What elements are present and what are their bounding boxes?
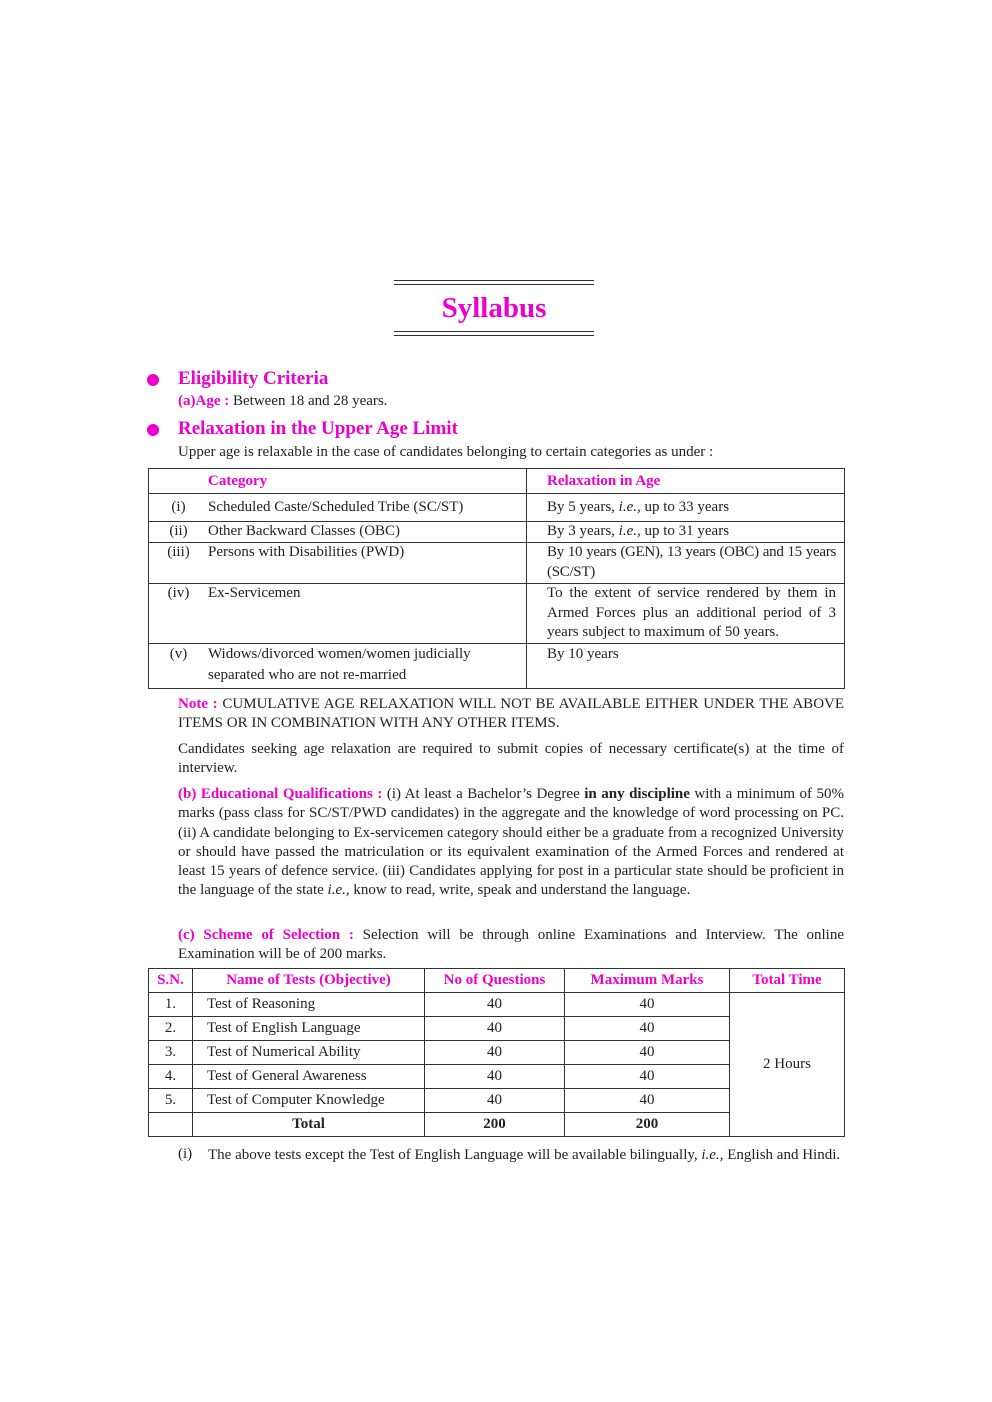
header-time: Total Time bbox=[730, 969, 845, 993]
title-rule-bottom bbox=[394, 331, 594, 336]
tests-table bbox=[148, 968, 845, 1137]
certificate-paragraph: Candidates seeking age relaxation are required to submit copies of necessary certificate(s) at the time of interview. bbox=[178, 741, 844, 777]
relaxation-heading: Relaxation in the Upper Age Limit bbox=[178, 418, 458, 439]
row-number: (i) bbox=[149, 494, 209, 522]
row-number: (ii) bbox=[149, 522, 209, 543]
row-category: Ex-Servicemen bbox=[208, 584, 527, 644]
total-marks: 200 bbox=[565, 1113, 730, 1137]
total-label: Total bbox=[193, 1113, 425, 1137]
eligibility-heading: Eligibility Criteria bbox=[178, 368, 329, 389]
row-marks: 40 bbox=[565, 1065, 730, 1089]
education-paragraph: (b) Educational Qualifications : (i) At least a Bachelor’s Degree in any discipline with a minimum of 50% marks (pass class for SC/ST/PWD candidates) in the aggregate and the knowledge of word processing on PC. (ii) A candidate belonging to Ex-servicemen category should either be a graduate from a recognized University or should have passed the matriculation or its equivalent examination of the Armed Forces and rendered at least 15 years of defence service. (iii) Candidates applying for post in a particular state should be proficient in the language of the state i.e., know to read, write, speak and understand the language. bbox=[178, 786, 845, 899]
table-row bbox=[149, 543, 845, 584]
row-questions: 40 bbox=[425, 1065, 565, 1089]
note-label: Note : bbox=[178, 696, 218, 712]
bullet-icon bbox=[147, 374, 159, 386]
row-sn: 1. bbox=[149, 993, 193, 1017]
scheme-paragraph bbox=[178, 926, 844, 965]
row-marks: 40 bbox=[565, 1089, 730, 1113]
age-line bbox=[178, 393, 388, 410]
age-label: (a)Age : bbox=[178, 393, 230, 409]
row-sn: 2. bbox=[149, 1017, 193, 1041]
row-relaxation: By 10 years bbox=[527, 644, 845, 689]
row-marks: 40 bbox=[565, 1041, 730, 1065]
row-number: (iv) bbox=[149, 584, 209, 644]
header-test-name: Name of Tests (Objective) bbox=[193, 969, 425, 993]
header-marks: Maximum Marks bbox=[565, 969, 730, 993]
age-text: Between 18 and 28 years. bbox=[232, 393, 388, 409]
table-row bbox=[149, 584, 845, 644]
row-test-name: Test of Numerical Ability bbox=[193, 1041, 425, 1065]
table-row bbox=[149, 993, 845, 1017]
header-empty bbox=[149, 469, 209, 494]
row-number: (v) bbox=[149, 644, 209, 689]
row-questions: 40 bbox=[425, 1041, 565, 1065]
row-test-name: Test of General Awareness bbox=[193, 1065, 425, 1089]
total-questions: 200 bbox=[425, 1113, 565, 1137]
scheme-text: Selection will be through online Examinations and Interview. The online Examination will be of 200 marks. bbox=[178, 927, 845, 963]
row-questions: 40 bbox=[425, 1089, 565, 1113]
row-sn: 3. bbox=[149, 1041, 193, 1065]
table-header-row bbox=[149, 469, 845, 494]
table-row bbox=[149, 644, 845, 689]
header-sn: S.N. bbox=[149, 969, 193, 993]
row-sn: 4. bbox=[149, 1065, 193, 1089]
row-category: Widows/divorced women/women judicially separated who are not re-married bbox=[208, 644, 527, 689]
footnote-number: (i) bbox=[178, 1146, 193, 1162]
row-marks: 40 bbox=[565, 993, 730, 1017]
row-marks: 40 bbox=[565, 1017, 730, 1041]
row-category: Scheduled Caste/Scheduled Tribe (SC/ST) bbox=[208, 494, 527, 522]
note-paragraph bbox=[178, 695, 844, 734]
total-time: 2 Hours bbox=[730, 993, 845, 1137]
footnote-text: The above tests except the Test of English Language will be available bilingually, i.e., English and Hindi. bbox=[208, 1147, 841, 1163]
education-label: (b) Educational Qualifications : bbox=[178, 786, 383, 802]
row-relaxation: By 10 years (GEN), 13 years (OBC) and 15 years (SC/ST) bbox=[527, 543, 845, 584]
bullet-icon bbox=[147, 424, 159, 436]
table-row bbox=[149, 522, 845, 543]
row-test-name: Test of English Language bbox=[193, 1017, 425, 1041]
row-relaxation: To the extent of service rendered by them in Armed Forces plus an additional period of 3 years subject to maximum of 50 years. bbox=[527, 584, 845, 644]
header-relaxation: Relaxation in Age bbox=[527, 469, 845, 494]
note-text: CUMULATIVE AGE RELAXATION WILL NOT BE AVAILABLE EITHER UNDER THE ABOVE ITEMS OR IN COMBINATION WITH ANY OTHER ITEMS. bbox=[178, 696, 845, 732]
row-test-name: Test of Computer Knowledge bbox=[193, 1089, 425, 1113]
relaxation-intro: Upper age is relaxable in the case of candidates belonging to certain categories as under : bbox=[178, 444, 714, 460]
title-block bbox=[394, 280, 594, 336]
header-questions: No of Questions bbox=[425, 969, 565, 993]
total-sn-empty bbox=[149, 1113, 193, 1137]
row-category: Persons with Disabilities (PWD) bbox=[208, 543, 527, 584]
row-test-name: Test of Reasoning bbox=[193, 993, 425, 1017]
row-category: Other Backward Classes (OBC) bbox=[208, 522, 527, 543]
header-category: Category bbox=[208, 473, 268, 489]
row-questions: 40 bbox=[425, 1017, 565, 1041]
relaxation-table bbox=[148, 468, 845, 689]
row-relaxation: By 5 years, i.e., up to 33 years bbox=[527, 494, 845, 522]
table-header-row bbox=[149, 969, 845, 993]
row-questions: 40 bbox=[425, 993, 565, 1017]
row-relaxation: By 3 years, i.e., up to 31 years bbox=[527, 522, 845, 543]
row-number: (iii) bbox=[149, 543, 209, 584]
page-title: Syllabus bbox=[441, 292, 547, 324]
scheme-label: (c) Scheme of Selection : bbox=[178, 927, 354, 943]
row-sn: 5. bbox=[149, 1089, 193, 1113]
table-row bbox=[149, 494, 845, 522]
